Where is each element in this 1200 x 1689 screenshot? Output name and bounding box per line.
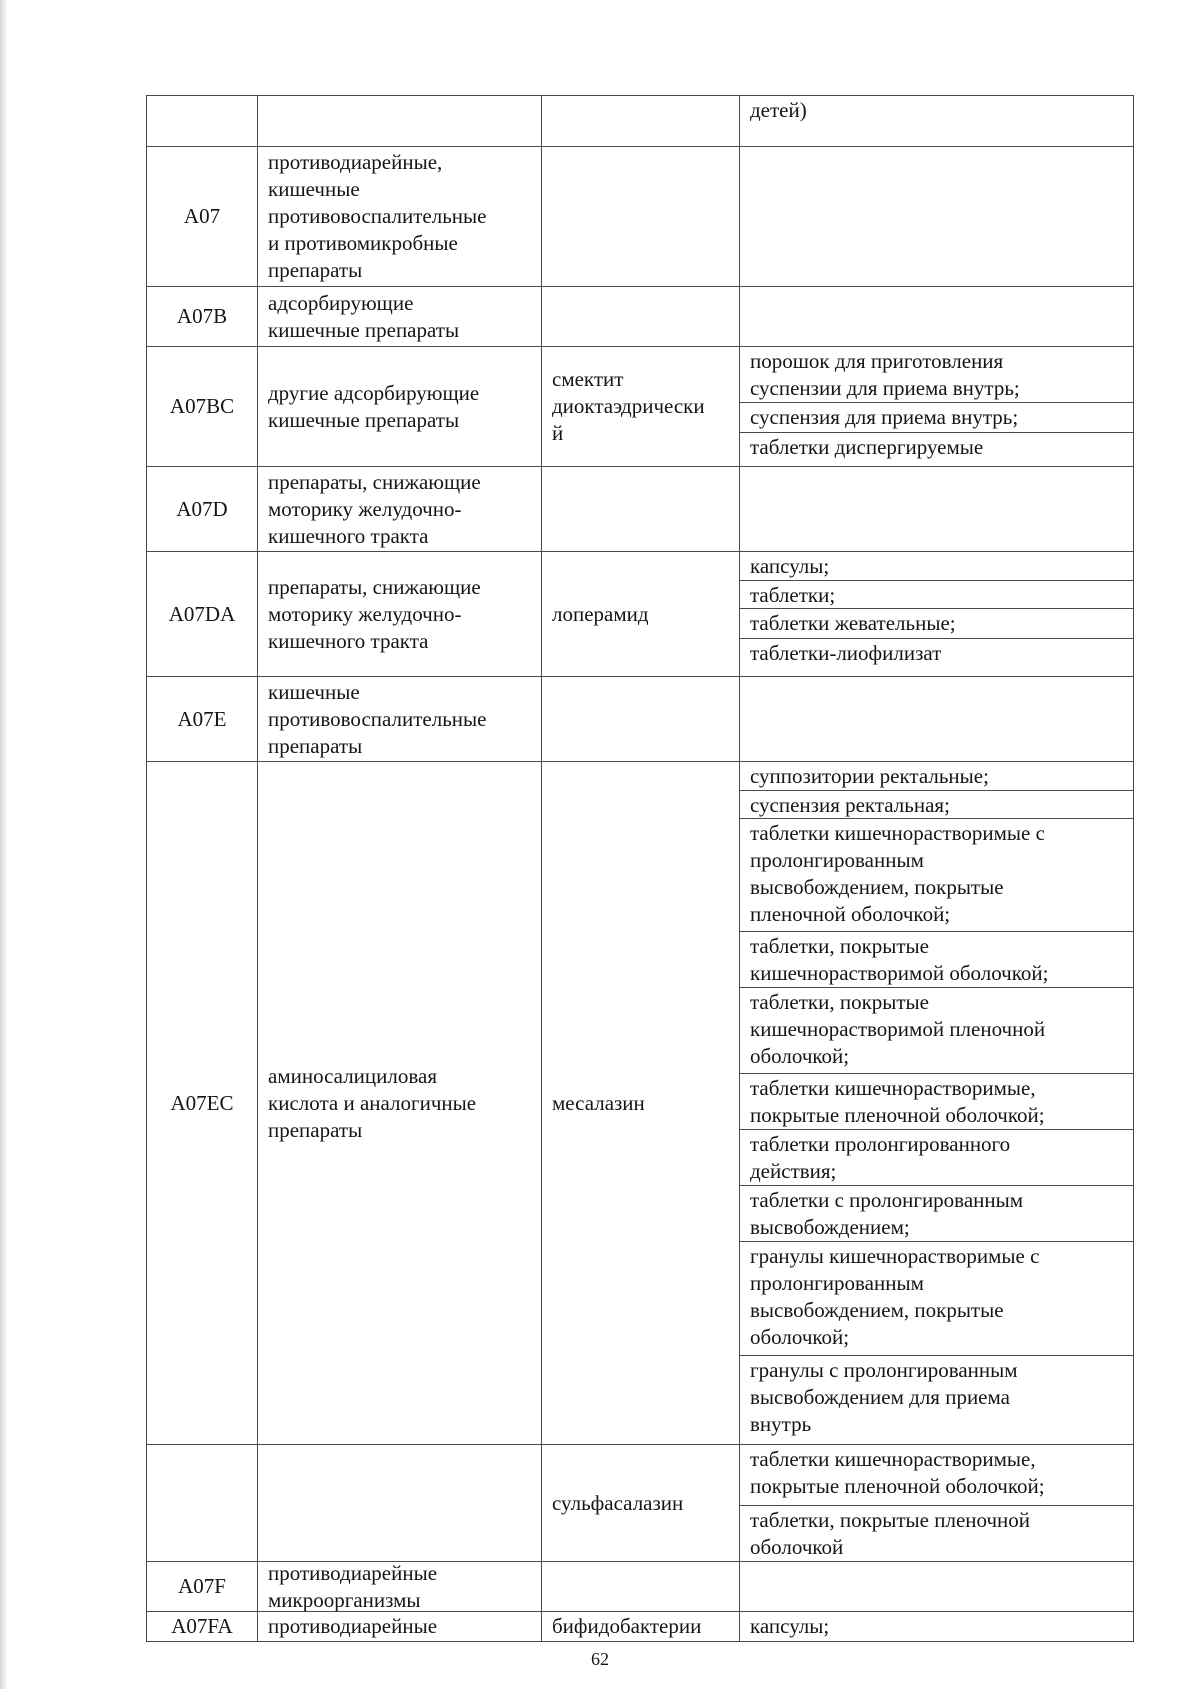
dosage-form — [740, 1073, 1133, 1129]
text-line: таблетки-лиофилизат — [750, 641, 942, 665]
table-row — [147, 96, 1133, 146]
text-line: моторику желудочно- — [268, 496, 462, 521]
substance-cell — [542, 552, 740, 676]
dosage-forms-cell — [740, 347, 1133, 466]
text-line: капсулы; — [750, 554, 830, 578]
text-line: сульфасалазин — [552, 1490, 684, 1515]
text-line: месалазин — [552, 1090, 645, 1115]
medication-table — [146, 95, 1134, 1642]
table-row — [147, 1611, 1133, 1641]
dosage-form — [740, 608, 1133, 638]
page-number: 62 — [591, 1649, 609, 1669]
dosage-forms-cell — [740, 677, 1133, 761]
table-row — [147, 466, 1133, 551]
text-line: оболочкой — [750, 1535, 844, 1559]
table-row — [147, 146, 1133, 286]
text-line: препараты, снижающие — [268, 469, 481, 494]
substance-cell — [542, 96, 740, 146]
text-line: кишечные препараты — [268, 407, 460, 432]
dosage-forms-cell — [740, 287, 1133, 346]
text-line: бифидобактерии — [552, 1614, 702, 1638]
atc-code-cell: A07E — [147, 677, 258, 761]
group-name-cell — [258, 1445, 542, 1561]
dosage-form — [740, 580, 1133, 608]
text-line: высвобождением, покрытые — [750, 1298, 1004, 1322]
text-line: детей) — [750, 98, 807, 122]
group-name-cell — [258, 552, 542, 676]
group-name-cell — [258, 1612, 542, 1641]
atc-code-cell: A07DA — [147, 552, 258, 676]
text-line: препараты — [268, 258, 363, 282]
table-row — [147, 1444, 1133, 1561]
text-line: й — [552, 421, 564, 445]
dosage-forms-cell — [740, 1612, 1133, 1641]
text-line: внутрь — [750, 1412, 812, 1436]
dosage-form — [740, 1185, 1133, 1241]
text-line: кишечного тракта — [268, 523, 429, 548]
atc-code-cell: A07FA — [147, 1612, 258, 1641]
group-name-cell — [258, 677, 542, 761]
text-line: пролонгированным — [750, 1271, 924, 1295]
group-name-cell — [258, 762, 542, 1444]
substance-cell — [542, 1445, 740, 1561]
atc-code-cell: A07B — [147, 287, 258, 346]
text-line: таблетки с пролонгированным — [750, 1188, 1024, 1212]
text-line: пролонгированным — [750, 848, 924, 872]
text-line: препараты — [268, 733, 363, 758]
text-line: кишечнорастворимой пленочной — [750, 1017, 1046, 1041]
table-row — [147, 1561, 1133, 1611]
text-line: покрытые пленочной оболочкой; — [750, 1474, 1045, 1498]
group-name-cell — [258, 1562, 542, 1611]
dosage-form — [740, 1612, 1133, 1642]
substance-cell — [542, 287, 740, 346]
substance-cell — [542, 1612, 740, 1641]
group-name-cell — [258, 96, 542, 146]
text-line: противовоспалительные — [268, 204, 487, 228]
text-line: суспензия для приема внутрь; — [750, 405, 1019, 429]
atc-code-cell — [147, 96, 258, 146]
text-line: покрытые пленочной оболочкой; — [750, 1103, 1045, 1127]
text-line: моторику желудочно- — [268, 601, 462, 626]
atc-code-cell: A07EC — [147, 762, 258, 1444]
text-line: таблетки кишечнорастворимые с — [750, 821, 1045, 845]
text-line: и противомикробные — [268, 231, 458, 255]
text-line: таблетки, покрытые пленочной — [750, 1508, 1031, 1532]
dosage-form — [740, 762, 1133, 790]
dosage-forms-cell — [740, 96, 1133, 146]
text-line: пленочной оболочкой; — [750, 902, 951, 926]
text-line: препараты — [268, 1117, 363, 1142]
dosage-form — [740, 790, 1133, 818]
table-row — [147, 676, 1133, 761]
text-line: противодиарейные — [268, 1560, 438, 1585]
text-line: высвобождением; — [750, 1215, 910, 1239]
dosage-forms-cell — [740, 467, 1133, 551]
text-line: кишечные — [268, 177, 360, 201]
atc-code-cell — [147, 1445, 258, 1561]
group-name-cell — [258, 467, 542, 551]
text-line: смектит — [552, 367, 624, 391]
atc-code-cell: A07 — [147, 147, 258, 286]
text-line: адсорбирующие — [268, 290, 414, 315]
substance-cell — [542, 347, 740, 466]
text-line: противодиарейные — [268, 1614, 438, 1638]
text-line: капсулы; — [750, 1614, 830, 1638]
dosage-form — [740, 818, 1133, 931]
text-line: таблетки кишечнорастворимые, — [750, 1447, 1036, 1471]
text-line: высвобождением, покрытые — [750, 875, 1004, 899]
text-line: порошок для приготовления — [750, 349, 1004, 373]
atc-code-cell: A07D — [147, 467, 258, 551]
text-line: противодиарейные, — [268, 150, 443, 174]
dosage-form — [740, 638, 1133, 677]
text-line: оболочкой; — [750, 1044, 850, 1068]
text-line: аминосалициловая — [268, 1063, 437, 1088]
dosage-form — [740, 347, 1133, 402]
text-line: суспензии для приема внутрь; — [750, 376, 1020, 400]
text-line: таблетки, покрытые — [750, 990, 929, 1014]
dosage-form — [740, 96, 1133, 146]
text-line: кислота и аналогичные — [268, 1090, 477, 1115]
text-line: препараты, снижающие — [268, 574, 481, 599]
dosage-forms-cell — [740, 1445, 1133, 1561]
text-line: кишечнорастворимой оболочкой; — [750, 961, 1049, 985]
table-row — [147, 346, 1133, 466]
scan-edge-shadow — [0, 0, 8, 1689]
substance-cell — [542, 677, 740, 761]
table-row — [147, 761, 1133, 1444]
text-line: гранулы с пролонгированным — [750, 1358, 1018, 1382]
text-line: таблетки, покрытые — [750, 934, 929, 958]
text-line: таблетки диспергируемые — [750, 435, 984, 459]
substance-cell — [542, 762, 740, 1444]
dosage-form — [740, 1129, 1133, 1185]
dosage-forms-cell — [740, 762, 1133, 1444]
substance-cell — [542, 467, 740, 551]
text-line: лоперамид — [552, 601, 649, 626]
atc-code-cell: A07F — [147, 1562, 258, 1611]
table-row — [147, 286, 1133, 346]
text-line: таблетки жевательные; — [750, 611, 956, 635]
dosage-form — [740, 1505, 1133, 1562]
text-line: гранулы кишечнорастворимые с — [750, 1244, 1040, 1268]
dosage-form — [740, 552, 1133, 580]
dosage-forms-cell — [740, 552, 1133, 676]
dosage-form — [740, 1241, 1133, 1355]
group-name-cell — [258, 287, 542, 346]
group-name-cell — [258, 347, 542, 466]
text-line: микроорганизмы — [268, 1587, 421, 1612]
text-line: таблетки; — [750, 583, 836, 607]
dosage-form — [740, 432, 1133, 467]
text-line: кишечные препараты — [268, 317, 460, 342]
text-line: действия; — [750, 1159, 837, 1183]
text-line: диоктаэдрически — [552, 394, 705, 418]
dosage-form — [740, 1355, 1133, 1445]
text-line: противовоспалительные — [268, 706, 487, 731]
dosage-forms-cell — [740, 1562, 1133, 1611]
text-line: таблетки пролонгированного — [750, 1132, 1011, 1156]
text-line: кишечные — [268, 679, 360, 704]
dosage-form — [740, 402, 1133, 432]
text-line: суспензия ректальная; — [750, 793, 950, 817]
substance-cell — [542, 147, 740, 286]
text-line: кишечного тракта — [268, 628, 429, 653]
dosage-forms-cell — [740, 147, 1133, 286]
dosage-form — [740, 931, 1133, 987]
table-row — [147, 551, 1133, 676]
atc-code-cell: A07BC — [147, 347, 258, 466]
text-line: суппозитории ректальные; — [750, 764, 989, 788]
text-line: другие адсорбирующие — [268, 380, 480, 405]
group-name-cell — [258, 147, 542, 286]
text-line: таблетки кишечнорастворимые, — [750, 1076, 1036, 1100]
text-line: оболочкой; — [750, 1325, 850, 1349]
substance-cell — [542, 1562, 740, 1611]
dosage-form — [740, 1445, 1133, 1505]
text-line: высвобождением для приема — [750, 1385, 1010, 1409]
dosage-form — [740, 987, 1133, 1073]
